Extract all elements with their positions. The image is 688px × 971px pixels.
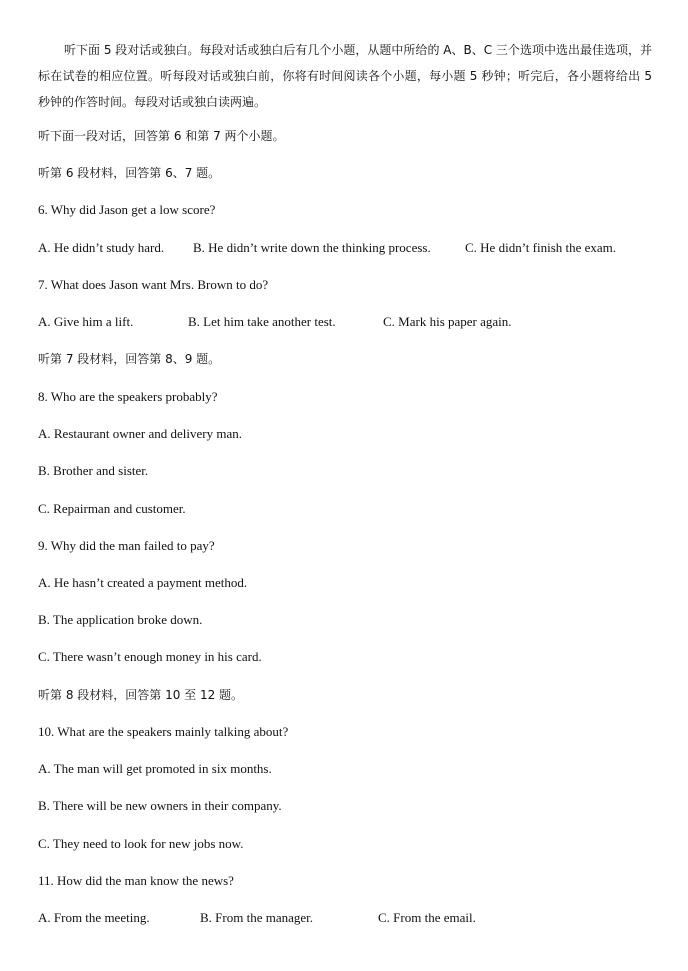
question-7: 7. What does Jason want Mrs. Brown to do? [38, 277, 269, 292]
q11-option-b: B. From the manager. [200, 910, 314, 925]
section-heading: 听下面一段对话，回答第 6 和第 7 两个小题。 [38, 129, 285, 143]
q8-option-c: C. Repairman and customer. [38, 501, 186, 516]
q8-option-a: A. Restaurant owner and delivery man. [38, 426, 242, 441]
question-11: 11. How did the man know the news? [38, 873, 234, 888]
material-8-heading: 听第 8 段材料，回答第 10 至 12 题。 [38, 688, 244, 702]
q10-option-b: B. There will be new owners in their company. [38, 798, 282, 813]
q6-option-a: A. He didn’t study hard. [38, 240, 165, 255]
q10-option-a: A. The man will get promoted in six months. [38, 761, 272, 776]
question-10: 10. What are the speakers mainly talking about? [38, 724, 289, 739]
q7-option-a: A. Give him a lift. [38, 314, 134, 329]
q9-option-a: A. He hasn’t created a payment method. [38, 575, 248, 590]
question-9: 9. Why did the man failed to pay? [38, 538, 215, 553]
question-6: 6. Why did Jason get a low score? [38, 202, 216, 217]
listening-instructions: 听下面 5 段对话或独白。每段对话或独白后有几个小题，从题中所给的 A、B、C 三个选项中选出最佳选项，并标在试卷的相应位置。听每段对话或独白前，你将有时间阅读各个小题，每小题 5 秒钟；听完后，各小题将给出 5 秒钟的作答时间。每段对话或独白读两遍。 [38, 43, 652, 109]
question-8: 8. Who are the speakers probably? [38, 389, 218, 404]
q8-option-b: B. Brother and sister. [38, 463, 149, 478]
q10-option-c: C. They need to look for new jobs now. [38, 836, 244, 851]
material-7-heading: 听第 7 段材料，回答第 8、9 题。 [38, 352, 221, 366]
q11-option-a: A. From the meeting. [38, 910, 150, 925]
q7-option-b: B. Let him take another test. [188, 314, 336, 329]
q11-option-c: C. From the email. [378, 910, 476, 925]
q6-option-b: B. He didn’t write down the thinking process. [193, 240, 431, 255]
material-6-heading: 听第 6 段材料，回答第 6、7 题。 [38, 166, 221, 180]
q7-option-c: C. Mark his paper again. [383, 314, 512, 329]
q6-option-c: C. He didn’t finish the exam. [465, 240, 617, 255]
q9-option-b: B. The application broke down. [38, 612, 203, 627]
q9-option-c: C. There wasn’t enough money in his card. [38, 649, 262, 664]
